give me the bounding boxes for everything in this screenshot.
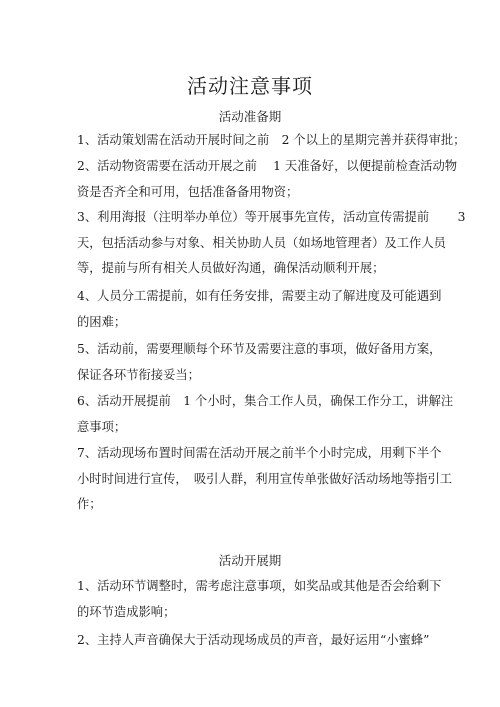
- prep-item-5: [77, 337, 442, 388]
- exec-item-1-line-2: 的环节造成影响；: [77, 604, 176, 619]
- document-title: 活动注意事项: [187, 74, 313, 98]
- prep-item-3: [77, 205, 466, 282]
- exec-item-2: [77, 628, 437, 654]
- prep-item-1-line-1: 1、活动策划需在活动开展时间之前 2 个以上的星期完善并获得审批；: [77, 133, 466, 147]
- exec-item-1-line-1: 1、活动环节调整时，需考虑注意事项，如奖品或其他是否会给剩下: [77, 579, 442, 593]
- prep-item-4-line-1: 4、人员分工需提前，如有任务安排，需要主动了解进度及可能遇到: [77, 289, 442, 303]
- prep-item-7-line-1: 7、活动现场布置时间需在活动开展之前半个小时完成，用剩下半个: [77, 446, 442, 460]
- prep-item-7-line-3: 作；: [77, 497, 102, 511]
- prep-item-3-line-1: 3、利用海报（注明举办单位）等开展事先宣传，活动宣传需提前 3: [77, 210, 466, 224]
- exec-item-1: [77, 574, 442, 625]
- section-heading-preparation: 活动准备期: [218, 109, 282, 124]
- prep-item-3-line-2: 天，包括活动参与对象、相关协助人员（如场地管理者）及工作人员: [77, 235, 446, 250]
- prep-item-1: [77, 128, 466, 154]
- prep-item-4: [77, 284, 442, 335]
- prep-item-2-line-2: 资是否齐全和可用，包括准备备用物资；: [77, 184, 299, 199]
- prep-item-6-line-2: 意事项；: [77, 419, 127, 434]
- prep-item-6-line-1: 6、活动开展提前 1 个小时，集合工作人员，确保工作分工，讲解注: [77, 394, 454, 408]
- prep-item-2-line-1: 2、活动物资需要在活动开展之前 1 天准备好，以便提前检查活动物: [77, 159, 458, 173]
- prep-item-7-line-2: 小时时间进行宣传， 吸引人群，利用宣传单张做好活动场地等指引工: [77, 471, 453, 486]
- prep-item-6: [77, 389, 454, 440]
- prep-item-5-line-2: 保证各环节衔接妥当；: [77, 367, 200, 382]
- prep-item-5-line-1: 5、活动前，需要理顺每个环节及需要注意的事项，做好备用方案，: [77, 342, 442, 356]
- exec-item-2-line-1: 2、主持人声音确保大于活动现场成员的声音，最好运用“小蜜蜂”: [77, 633, 430, 647]
- prep-item-7: [77, 441, 453, 518]
- prep-item-4-line-2: 的困难；: [77, 314, 127, 329]
- prep-item-3-line-3: 等，提前与所有相关人员做好沟通，确保活动顺利开展；: [77, 261, 385, 275]
- section-heading-execution: 活动开展期: [218, 553, 282, 568]
- prep-item-2: [77, 154, 458, 205]
